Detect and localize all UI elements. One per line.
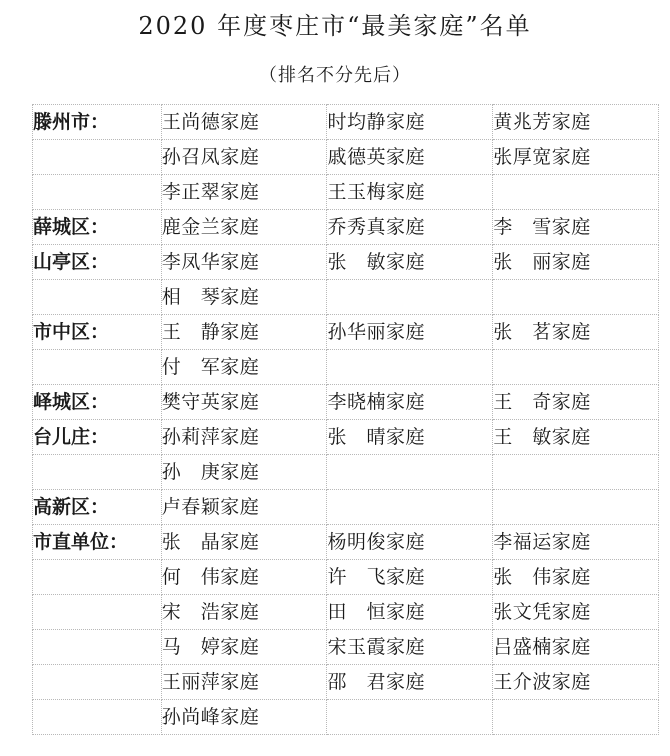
- table-row: [33, 105, 659, 140]
- family-name-cell: 宋 浩家庭: [161, 595, 327, 630]
- district-label: 山亭区：: [33, 245, 162, 280]
- district-label: 市直单位：: [33, 525, 162, 560]
- empty-cell: [493, 490, 659, 525]
- district-cell-empty: [33, 560, 162, 595]
- table-row: [33, 560, 659, 595]
- district-label: 高新区：: [33, 490, 162, 525]
- empty-cell: [327, 490, 493, 525]
- family-name-cell: 宋玉霞家庭: [327, 630, 493, 665]
- family-name-cell: 吕盛楠家庭: [493, 630, 659, 665]
- family-name-cell: 相 琴家庭: [161, 280, 327, 315]
- district-cell-empty: [33, 140, 162, 175]
- empty-cell: [493, 700, 659, 735]
- table-row: [33, 420, 659, 455]
- table-row: [33, 245, 659, 280]
- family-name-cell: 王尚德家庭: [161, 105, 327, 140]
- family-name-cell: 孙华丽家庭: [327, 315, 493, 350]
- family-name-cell: 黄兆芳家庭: [493, 105, 659, 140]
- family-name-cell: 王丽萍家庭: [161, 665, 327, 700]
- family-name-cell: 杨明俊家庭: [327, 525, 493, 560]
- family-roster-table: [32, 104, 659, 735]
- table-row: [33, 700, 659, 735]
- family-name-cell: 张 丽家庭: [493, 245, 659, 280]
- family-name-cell: 孙召凤家庭: [161, 140, 327, 175]
- family-name-cell: 鹿金兰家庭: [161, 210, 327, 245]
- district-label: 滕州市：: [33, 105, 162, 140]
- table-row: [33, 385, 659, 420]
- district-cell-empty: [33, 700, 162, 735]
- table-row: [33, 525, 659, 560]
- family-name-cell: 张 晴家庭: [327, 420, 493, 455]
- family-name-cell: 乔秀真家庭: [327, 210, 493, 245]
- document-subtitle: （排名不分先后）: [259, 65, 411, 86]
- table-row: [33, 595, 659, 630]
- family-name-cell: 付 军家庭: [161, 350, 327, 385]
- table-row: [33, 665, 659, 700]
- family-name-cell: 李福运家庭: [493, 525, 659, 560]
- table-row: [33, 490, 659, 525]
- family-name-cell: 张 茗家庭: [493, 315, 659, 350]
- empty-cell: [327, 700, 493, 735]
- empty-cell: [493, 455, 659, 490]
- family-name-cell: 田 恒家庭: [327, 595, 493, 630]
- district-cell-empty: [33, 665, 162, 700]
- district-label: 峄城区：: [33, 385, 162, 420]
- family-name-cell: 王 奇家庭: [493, 385, 659, 420]
- family-name-cell: 孙尚峰家庭: [161, 700, 327, 735]
- family-name-cell: 李 雪家庭: [493, 210, 659, 245]
- family-name-cell: 王介波家庭: [493, 665, 659, 700]
- family-name-cell: 张 敏家庭: [327, 245, 493, 280]
- family-name-cell: 张 晶家庭: [161, 525, 327, 560]
- family-name-cell: 李晓楠家庭: [327, 385, 493, 420]
- document-title: 2020 年度枣庄市“最美家庭”名单: [138, 12, 532, 40]
- family-name-cell: 李凤华家庭: [161, 245, 327, 280]
- table-row: [33, 350, 659, 385]
- empty-cell: [493, 350, 659, 385]
- roster-body: [33, 105, 659, 735]
- district-label: 薛城区：: [33, 210, 162, 245]
- district-cell-empty: [33, 175, 162, 210]
- family-name-cell: 张 伟家庭: [493, 560, 659, 595]
- family-name-cell: 马 婷家庭: [161, 630, 327, 665]
- family-name-cell: 卢春颖家庭: [161, 490, 327, 525]
- district-label: 台儿庄：: [33, 420, 162, 455]
- empty-cell: [493, 280, 659, 315]
- family-name-cell: 何 伟家庭: [161, 560, 327, 595]
- family-name-cell: 孙 庚家庭: [161, 455, 327, 490]
- district-cell-empty: [33, 595, 162, 630]
- table-row: [33, 315, 659, 350]
- table-row: [33, 630, 659, 665]
- family-name-cell: 张厚宽家庭: [493, 140, 659, 175]
- family-name-cell: 樊守英家庭: [161, 385, 327, 420]
- district-cell-empty: [33, 350, 162, 385]
- district-cell-empty: [33, 455, 162, 490]
- district-cell-empty: [33, 630, 162, 665]
- table-row: [33, 280, 659, 315]
- district-cell-empty: [33, 280, 162, 315]
- empty-cell: [327, 350, 493, 385]
- table-row: [33, 210, 659, 245]
- table-row: [33, 175, 659, 210]
- family-name-cell: 邵 君家庭: [327, 665, 493, 700]
- family-name-cell: 张文凭家庭: [493, 595, 659, 630]
- family-name-cell: 王 敏家庭: [493, 420, 659, 455]
- family-name-cell: 李正翠家庭: [161, 175, 327, 210]
- family-name-cell: 王 静家庭: [161, 315, 327, 350]
- table-row: [33, 140, 659, 175]
- empty-cell: [327, 280, 493, 315]
- family-name-cell: 王玉梅家庭: [327, 175, 493, 210]
- family-name-cell: 许 飞家庭: [327, 560, 493, 595]
- empty-cell: [327, 455, 493, 490]
- family-name-cell: 戚德英家庭: [327, 140, 493, 175]
- family-name-cell: 孙莉萍家庭: [161, 420, 327, 455]
- family-name-cell: 时均静家庭: [327, 105, 493, 140]
- table-row: [33, 455, 659, 490]
- empty-cell: [493, 175, 659, 210]
- district-label: 市中区：: [33, 315, 162, 350]
